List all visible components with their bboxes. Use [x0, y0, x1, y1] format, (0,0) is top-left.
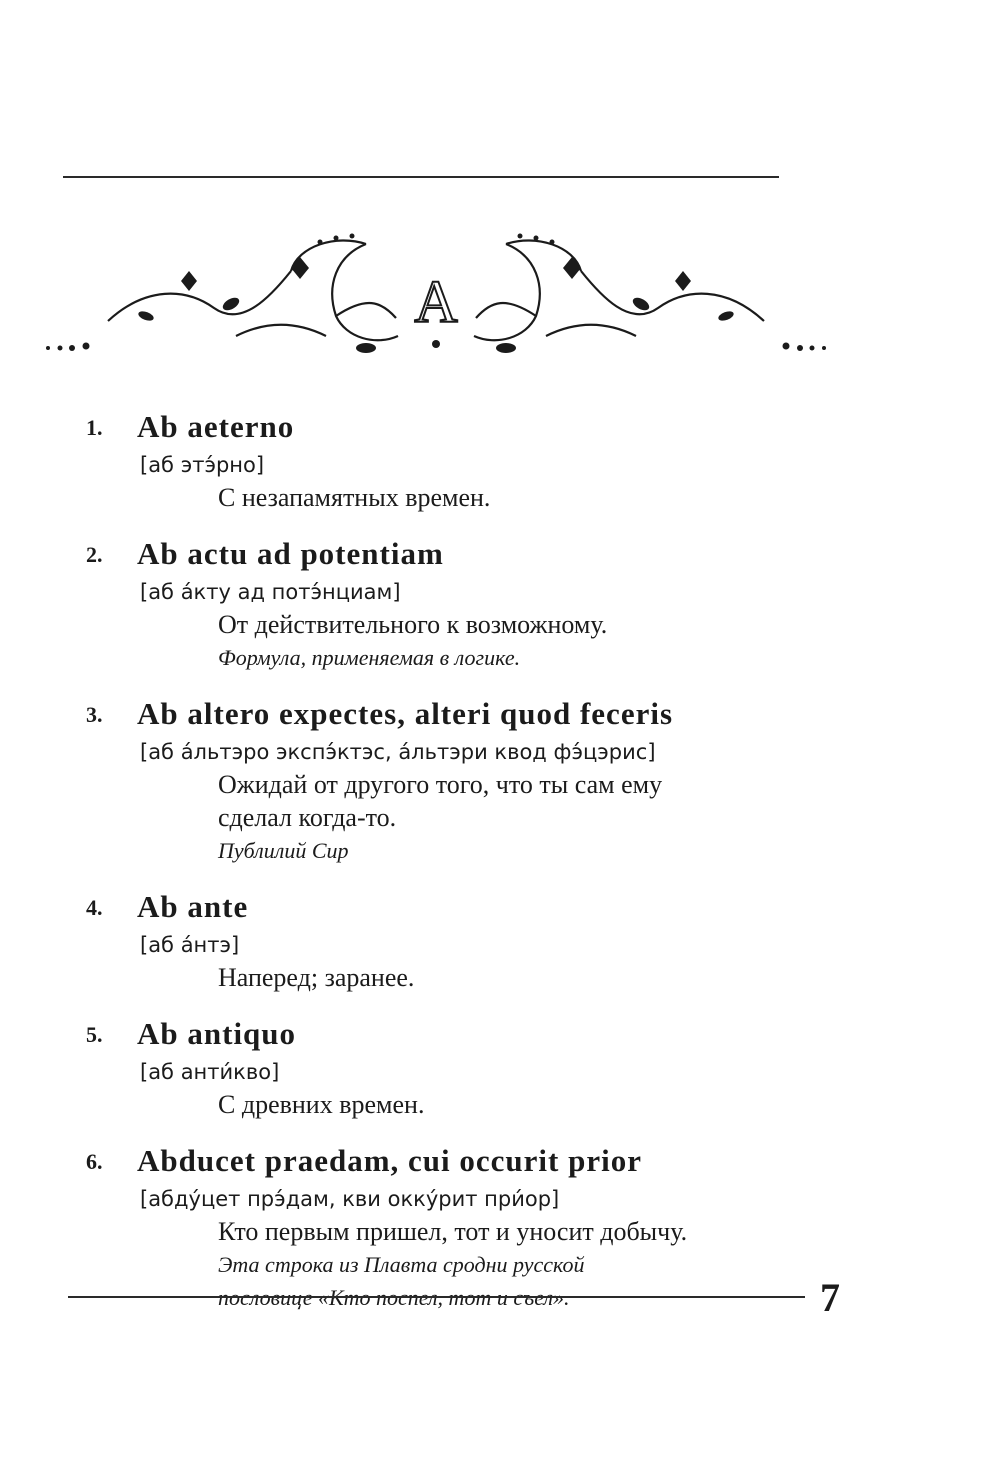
page-number: 7 — [820, 1275, 840, 1320]
ornament-header — [36, 226, 836, 366]
entry — [0, 1012, 1000, 1121]
entry-note: Публилий Сир — [218, 838, 349, 863]
top-rule — [63, 176, 779, 178]
entry — [0, 885, 1000, 994]
entry-pronunciation: [абду́цет прэ́дам, кви окку́рит при́ор] — [140, 1187, 560, 1211]
entry-note: Формула, применяемая в логике. — [218, 645, 521, 670]
entry-latin: Ab antiquo — [137, 1016, 297, 1051]
bottom-rule — [68, 1296, 805, 1298]
entry — [0, 532, 1000, 674]
entry-number: 3. — [86, 702, 103, 727]
entry-note: Эта строка из Плавта сродни русской — [218, 1252, 585, 1277]
entry-latin: Ab ante — [137, 889, 249, 924]
entry-translation: сделал когда-то. — [218, 803, 397, 832]
entry-pronunciation: [аб а́льтэро экспэ́ктэс, а́льтэри квод фэ́цэрис] — [140, 740, 656, 764]
entry-pronunciation: [аб а́нтэ] — [140, 933, 240, 957]
entry-translation: Наперед; заранее. — [218, 963, 415, 992]
entry-pronunciation: [аб а́кту ад потэ́нциам] — [140, 580, 401, 604]
entry-number: 6. — [86, 1149, 103, 1174]
entry-translation: С незапамятных времен. — [218, 483, 491, 512]
entry-pronunciation: [аб этэ́рно] — [140, 453, 265, 477]
entry-latin: Ab actu ad potentiam — [137, 536, 444, 571]
entry-number: 1. — [86, 415, 103, 440]
entry-translation: Ожидай от другого того, что ты сам ему — [218, 770, 663, 799]
entries-list — [0, 405, 1000, 1314]
entry-latin: Ab aeterno — [137, 409, 295, 444]
entry — [0, 692, 1000, 867]
ornament-letter: A — [414, 269, 458, 335]
entry-number: 5. — [86, 1022, 103, 1047]
entry-note: пословице «Кто поспел, тот и съел». — [218, 1285, 570, 1310]
entry-number: 4. — [86, 895, 103, 920]
entry-pronunciation: [аб анти́кво] — [140, 1060, 280, 1084]
entry-translation: С древних времен. — [218, 1090, 425, 1119]
entry-translation: От действительного к возможному. — [218, 610, 608, 639]
entry-latin: Ab altero expectes, alteri quod feceris — [137, 696, 674, 731]
entry-latin: Abducet praedam, cui occurit prior — [137, 1143, 642, 1178]
entry-translation: Кто первым пришел, тот и уносит добычу. — [218, 1217, 688, 1246]
entry — [0, 1139, 1000, 1314]
entry — [0, 405, 1000, 514]
entry-number: 2. — [86, 542, 103, 567]
